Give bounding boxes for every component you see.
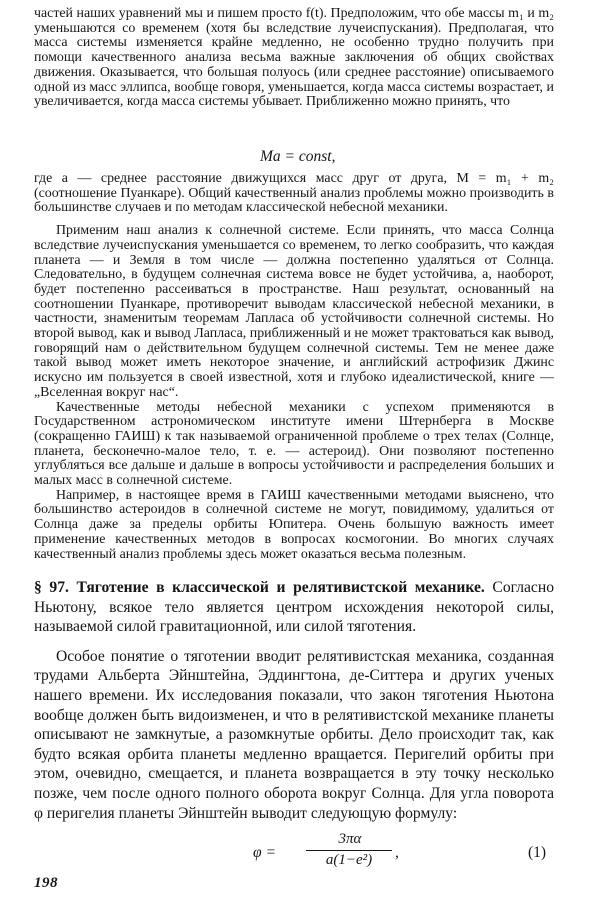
- paragraph-2: где a — среднее расстояние движущихся масс друг от друга, M = m₁ + m₂ (соотношение Пуанкаре). Общий качественный анализ проблемы можно производить в большинстве случаев и по методам классической небесной механики.: [34, 171, 554, 216]
- formula-ma-const: Ma = const,: [260, 148, 336, 165]
- paragraph-5: Например, в настоящее время в ГАИШ качественными методами выяснено, что большинство астероидов в солнечной системе не могут, повидимому, удалиться от Солнца даже за пределы орбиты Юпитера. Очень большую важность имеет применение качественных методов в вопросах космогонии. Во многих случаях качественный анализ проблемы здесь может оказаться весьма полезным.: [34, 487, 554, 562]
- formula-1-fraction-bar: [306, 850, 392, 851]
- formula-1-comma: ,: [395, 844, 399, 861]
- section-intro: Согласно Ньютону, всякое тело является центром исхождения некоторой силы, называемой силой гравитационной, или силой тяготения.: [34, 579, 554, 636]
- section-97: [34, 578, 554, 823]
- section-heading-paragraph: [34, 578, 554, 637]
- formula-1-numerator: 3πα: [338, 831, 362, 847]
- page-number: 198: [34, 875, 58, 891]
- formula-1-denominator: a(1−e²): [325, 852, 373, 868]
- formula-1-lhs: φ =: [253, 844, 276, 861]
- top-text-block: [34, 7, 554, 110]
- text-block-2: [34, 172, 554, 562]
- paragraph-3: Применим наш анализ к солнечной системе. Если принять, что масса Солнца вследствие лучеиспускания уменьшается со временем, то легко сообразить, что каждая планета — и Земля в том числе — должна постепенно удаляться от Солнца. Следовательно, в будущем солнечная система вовсе не будет устойчива, а, наоборот, будет постепенно рассеиваться в пространстве. Наш результат, основанный на соотношении Пуанкаре, противоречит выводам классической небесной механики, в частности, знаменитым теоремам Лапласа об устойчивости солнечной системы. Но второй вывод, как и вывод Лапласа, приближенный и не может трактоваться как вывод, говорящий нам о действительном будущем солнечной системы. Тем не менее даже такой вывод может иметь некоторое значение, и английский астрофизик Джинс искусно им пользуется в своей известной, хотя и глубоко идеалистической, книге — „Вселенная вокруг нас“.: [34, 223, 554, 400]
- paragraph-1: частей наших уравнений мы и пишем просто f(t). Предположим, что обе массы m₁ и m₂ уменьшаются со временем (хотя бы вследствие лучеиспускания). Предполагая, что масса системы изменяется крайне медленно, не особенно трудно получить при помощи качественного анализа весьма важные заключения об общих свойствах движения. Оказывается, что большая полуось (или среднее расстояние) описываемого одной из масс эллипса, вообще говоря, уменьшается, когда масса системы возрастает, и увеличивается, когда масса системы убывает. Приближенно можно принять, что: [34, 6, 554, 110]
- paragraph-4: Качественные методы небесной механики с успехом применяются в Государственном астрономическом институте имени Штернберга в Москве (сокращенно ГАИШ) к так называемой ограниченной проблеме о трех телах (Солнце, планета, бесконечно-малое тело, т. е. — астероид). Они позволяют постепенно углубляться все дальше и дальше в вопросы устойчивости и распределения больших и малых масс в солнечной системе.: [34, 399, 554, 489]
- section-paragraph-1: Особое понятие о тяготении вводит релятивистская механика, созданная трудами Альберта Эйнштейна, Эддингтона, де-Ситтера и других ученых нашего времени. Их исследования показали, что закон тяготения Ньютона вообще должен быть видоизменен, и что в релятивистской механике планеты описывают не замкнутые, а разомкнутые орбиты. Дело происходит так, как будто всякая орбита планеты медленно вращается. Перигелий орбиты при этом, очевидно, смещается, и планета возвращается в эту точку несколько позже, чем после одного полного оборота вокруг Солнца. Для угла поворота φ перигелия планеты Эйнштейн выводит следующую формулу:: [34, 647, 554, 822]
- section-number: § 97.: [34, 579, 69, 596]
- section-title: Тяготение в классической и релятивистской механике.: [76, 579, 485, 596]
- formula-1-number: (1): [528, 844, 547, 861]
